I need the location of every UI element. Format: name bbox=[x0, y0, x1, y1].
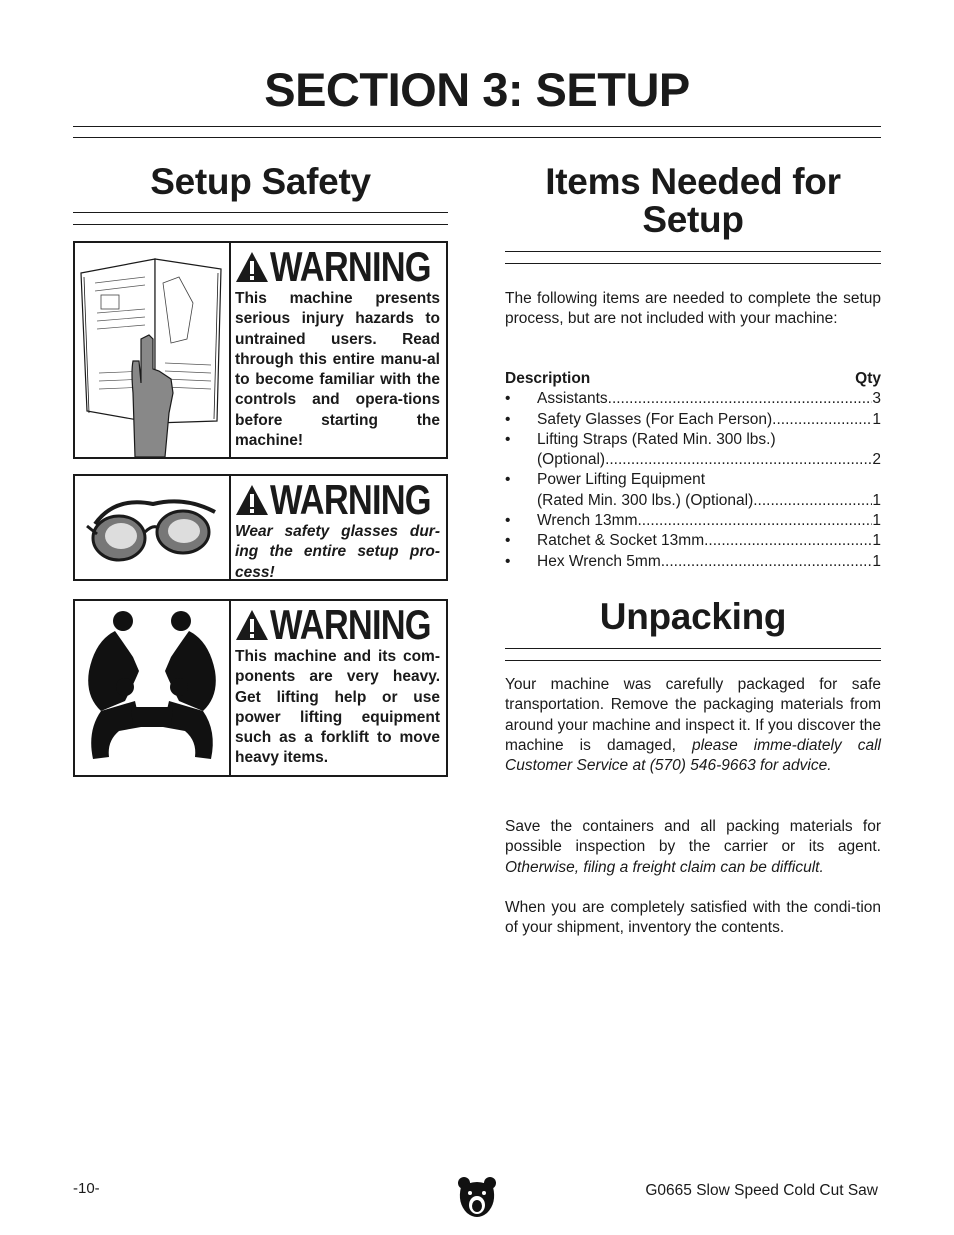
items-needed-rule-bottom bbox=[505, 263, 881, 264]
item-qty: 1 bbox=[872, 552, 881, 570]
item-description: Hex Wrench 5mm bbox=[537, 552, 661, 570]
grizzly-bear-logo-icon bbox=[457, 1175, 497, 1221]
unpacking-rule-top bbox=[505, 648, 881, 649]
item-description: Wrench 13mm bbox=[537, 512, 638, 530]
item-qty: 3 bbox=[872, 390, 881, 408]
list-item bbox=[505, 531, 881, 551]
list-item bbox=[505, 511, 881, 531]
title-rule-top bbox=[73, 126, 881, 127]
model-name: G0665 Slow Speed Cold Cut Saw bbox=[645, 1182, 878, 1199]
unpacking-paragraph-1 bbox=[505, 675, 881, 776]
item-qty: 1 bbox=[872, 512, 881, 530]
bullet: • bbox=[505, 532, 511, 550]
unpacking-paragraph-2 bbox=[505, 817, 881, 878]
item-qty: 1 bbox=[872, 491, 881, 509]
items-needed-heading-line1: Items Needed for bbox=[545, 161, 841, 202]
qty-column-header: Qty bbox=[855, 370, 881, 387]
warning-triangle-icon bbox=[235, 609, 269, 641]
bullet: • bbox=[505, 552, 511, 570]
two-person-lift-illustration bbox=[75, 601, 231, 775]
warning-triangle-icon bbox=[235, 484, 269, 516]
item-description: Ratchet & Socket 13mm bbox=[537, 532, 705, 550]
unpacking-p2-italic: Otherwise, filing a freight claim can be difficult. bbox=[505, 858, 824, 876]
unpacking-p1-text: Your machine was carefully packaged for safe transportation. Remove the packaging materials from around your machine and inspect it. If you discover the machine is damaged, bbox=[505, 676, 881, 754]
list-item bbox=[505, 389, 881, 409]
unpacking-heading: Unpacking bbox=[599, 596, 787, 637]
item-qty: 1 bbox=[872, 532, 881, 550]
reading-manual-illustration bbox=[75, 243, 231, 457]
setup-safety-heading: Setup Safety bbox=[150, 161, 371, 202]
item-description: Safety Glasses (For Each Person) bbox=[537, 410, 773, 428]
warning-triangle-icon bbox=[235, 251, 269, 283]
warning-label: WARNING bbox=[270, 601, 431, 648]
item-qty: 1 bbox=[872, 410, 881, 428]
warning-text: Wear safety glasses dur-ing the entire setup pro-cess! bbox=[235, 523, 440, 581]
dot-leader bbox=[638, 511, 873, 531]
description-column-header: Description bbox=[505, 370, 591, 387]
warning-box-manual bbox=[73, 241, 448, 459]
item-description-continued: (Optional) bbox=[537, 451, 606, 469]
unpacking-paragraph-3: When you are completely satisfied with the condi-tion of your shipment, inventory the contents. bbox=[505, 899, 881, 937]
bullet: • bbox=[505, 471, 511, 489]
items-intro: The following items are needed to complete the setup process, but are not included with your machine: bbox=[505, 290, 881, 328]
warning-text: This machine presents serious injury hazards to untrained users. Read through this entire manu-al to become familiar with the controls and opera-tions before starting the machine! bbox=[235, 290, 440, 450]
item-description: Assistants bbox=[537, 390, 608, 408]
item-description: Power Lifting Equipment bbox=[537, 471, 706, 489]
item-qty: 2 bbox=[872, 451, 881, 469]
unpacking-p2-text: Save the containers and all packing materials for possible inspection by the carrier or its agent. bbox=[505, 818, 881, 856]
warning-box-glasses bbox=[73, 474, 448, 581]
list-item bbox=[505, 552, 881, 572]
items-needed-heading-line2: Setup bbox=[642, 199, 744, 240]
item-description-continued: (Rated Min. 300 lbs.) (Optional) bbox=[537, 491, 754, 509]
item-description: Lifting Straps (Rated Min. 300 lbs.) bbox=[537, 430, 776, 448]
dot-leader bbox=[661, 552, 873, 572]
setup-safety-rule-bottom bbox=[73, 224, 448, 225]
dot-leader bbox=[605, 450, 872, 470]
safety-glasses-illustration bbox=[75, 476, 231, 579]
dot-leader bbox=[608, 389, 873, 409]
dot-leader bbox=[704, 531, 872, 551]
warning-box-heavy bbox=[73, 599, 448, 777]
setup-safety-rule-top bbox=[73, 212, 448, 213]
dot-leader bbox=[772, 410, 872, 430]
items-list bbox=[505, 369, 881, 572]
items-needed-heading bbox=[505, 163, 881, 239]
bullet: • bbox=[505, 410, 511, 428]
warning-label: WARNING bbox=[270, 243, 431, 290]
items-needed-rule-top bbox=[505, 251, 881, 252]
warning-label: WARNING bbox=[270, 476, 431, 523]
dot-leader bbox=[753, 491, 872, 511]
list-item bbox=[505, 410, 881, 430]
unpacking-rule-bottom bbox=[505, 660, 881, 661]
bullet: • bbox=[505, 390, 511, 408]
list-item bbox=[505, 470, 881, 511]
title-rule-bottom bbox=[73, 137, 881, 138]
section-title: SECTION 3: SETUP bbox=[264, 63, 690, 116]
bullet: • bbox=[505, 430, 511, 448]
list-item bbox=[505, 430, 881, 471]
bullet: • bbox=[505, 512, 511, 530]
warning-text: This machine and its com-ponents are very heavy. Get lifting help or use power lifting equipment such as a forklift to move heavy items. bbox=[235, 648, 440, 767]
unpacking-p1-italic: please imme-diately call Customer Service at (570) 546-9663 for advice. bbox=[505, 736, 881, 775]
items-table-header bbox=[505, 369, 881, 389]
page-number: -10- bbox=[73, 1180, 100, 1197]
